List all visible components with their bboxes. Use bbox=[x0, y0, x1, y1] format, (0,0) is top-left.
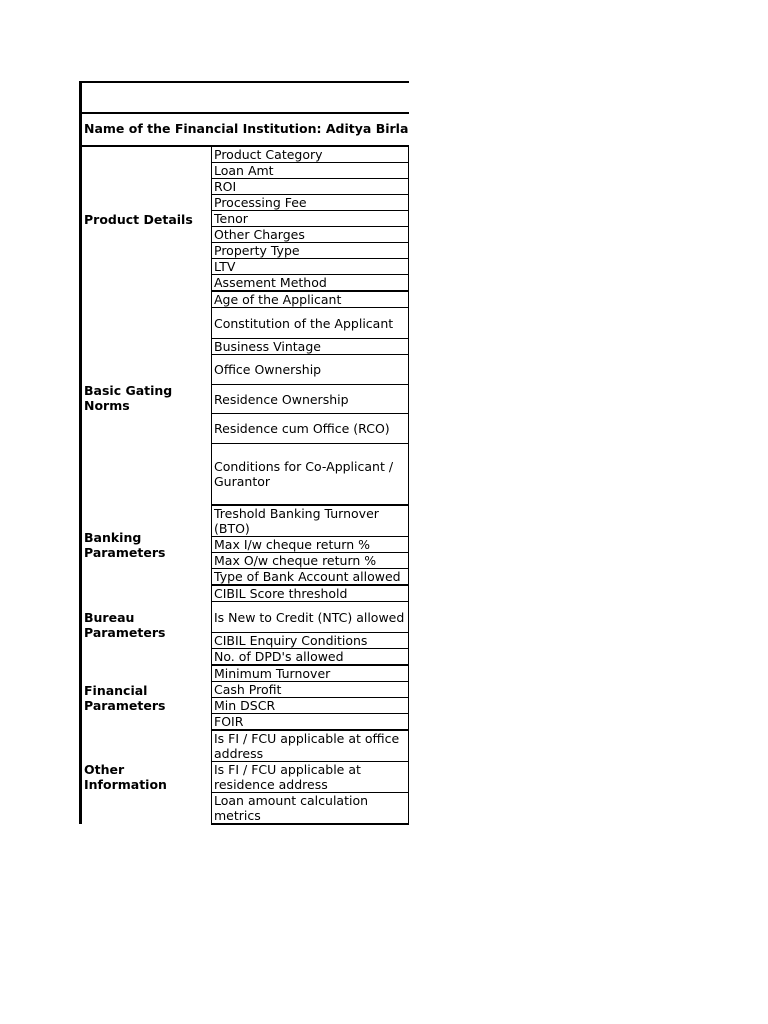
parameter-label: Age of the Applicant bbox=[212, 291, 409, 308]
table-row bbox=[81, 147, 409, 163]
parameter-label: FOIR bbox=[212, 714, 409, 731]
title-row bbox=[79, 81, 409, 114]
institution-name: Name of the Financial Institution: Aditya Birla bbox=[79, 114, 409, 147]
parameter-label: Residence cum Office (RCO) bbox=[212, 414, 409, 444]
parameter-label: Product Category bbox=[212, 147, 409, 163]
parameters-table bbox=[79, 147, 409, 825]
parameter-label: Cash Profit bbox=[212, 682, 409, 698]
parameter-label: Constitution of the Applicant bbox=[212, 308, 409, 339]
table-row bbox=[81, 665, 409, 682]
parameter-label: Treshold Banking Turnover (BTO) bbox=[212, 505, 409, 537]
group-label: Financial Parameters bbox=[81, 665, 212, 730]
parameter-label: ROI bbox=[212, 179, 409, 195]
parameter-label: Business Vintage bbox=[212, 339, 409, 355]
table-row bbox=[81, 505, 409, 537]
parameter-label: Property Type bbox=[212, 243, 409, 259]
group-label: Banking Parameters bbox=[81, 505, 212, 585]
group-label: Other Information bbox=[81, 730, 212, 824]
parameter-label: Conditions for Co-Applicant / Gurantor bbox=[212, 444, 409, 506]
parameter-label: Tenor bbox=[212, 211, 409, 227]
parameter-label: Is FI / FCU applicable at office address bbox=[212, 730, 409, 762]
table-row bbox=[81, 291, 409, 308]
parameter-label: CIBIL Score threshold bbox=[212, 585, 409, 602]
parameter-label: Min DSCR bbox=[212, 698, 409, 714]
parameter-label: LTV bbox=[212, 259, 409, 275]
parameter-label: Minimum Turnover bbox=[212, 665, 409, 682]
parameter-label: Is FI / FCU applicable at residence address bbox=[212, 762, 409, 793]
parameter-label: Type of Bank Account allowed bbox=[212, 569, 409, 586]
parameter-label: Is New to Credit (NTC) allowed bbox=[212, 602, 409, 633]
group-label: Product Details bbox=[81, 147, 212, 291]
parameter-label: CIBIL Enquiry Conditions bbox=[212, 633, 409, 649]
parameter-label: Loan Amt bbox=[212, 163, 409, 179]
group-label: Basic Gating Norms bbox=[81, 291, 212, 505]
parameter-label: Max I/w cheque return % bbox=[212, 537, 409, 553]
parameter-label: Max O/w cheque return % bbox=[212, 553, 409, 569]
parameter-label: Other Charges bbox=[212, 227, 409, 243]
table-row bbox=[81, 585, 409, 602]
spreadsheet bbox=[79, 81, 409, 825]
group-label: Bureau Parameters bbox=[81, 585, 212, 665]
parameter-label: Loan amount calculation metrics bbox=[212, 793, 409, 825]
parameter-label: Residence Ownership bbox=[212, 385, 409, 414]
table-row bbox=[81, 730, 409, 762]
parameter-label: No. of DPD's allowed bbox=[212, 649, 409, 666]
parameter-label: Office Ownership bbox=[212, 355, 409, 385]
parameter-label: Assement Method bbox=[212, 275, 409, 292]
parameter-label: Processing Fee bbox=[212, 195, 409, 211]
